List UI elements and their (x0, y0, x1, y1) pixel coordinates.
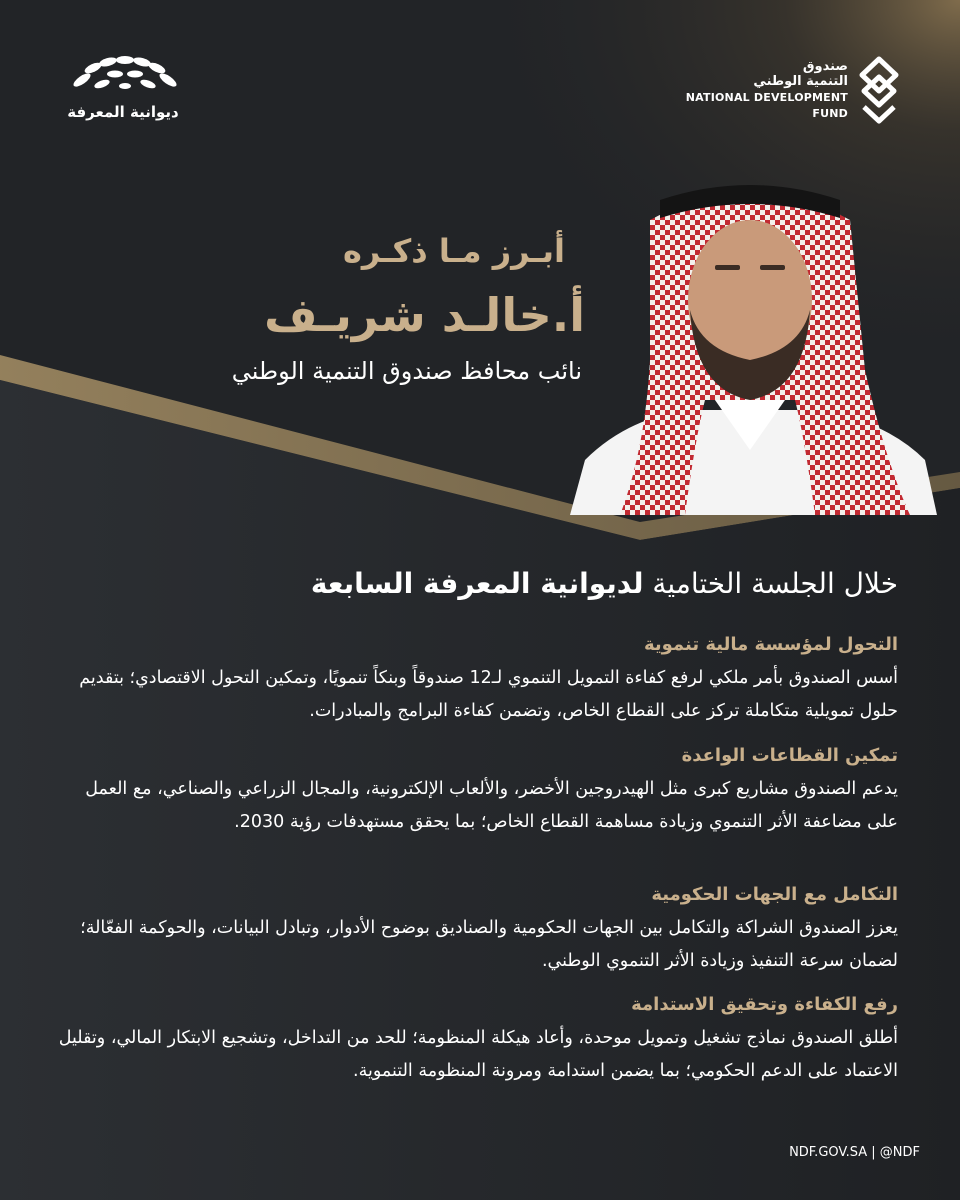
ndf-arabic-line1: صندوق (802, 59, 848, 74)
highlight-item (58, 882, 898, 978)
leaf-cluster-icon (60, 48, 190, 108)
speaker-name: أ.خالـد شريـف (264, 288, 585, 342)
ndf-logo (686, 50, 900, 130)
ndf-emblem-icon (858, 55, 900, 125)
highlight-body: أطلق الصندوق نماذج تشغيل وتمويل موحدة، وأعاد هيكلة المنظومة؛ للحد من التداخل، وتشجيع الابتكار المالي، وتقليل الاعتماد على الدعم الحكومي؛ بما يضمن استدامة ومرونة المنظومة التنموية. (58, 1028, 898, 1081)
highlight-item (58, 992, 898, 1088)
highlight-title: رفع الكفاءة وتحقيق الاستدامة (631, 994, 898, 1015)
highlight-body: يدعم الصندوق مشاريع كبرى مثل الهيدروجين الأخضر، والألعاب الإلكترونية، والمجال الزراعي والصناعي، مع العمل على مضاعفة الأثر التنموي وزيادة مساهمة القطاع الخاص؛ بما يحقق مستهدفات رؤية 2030. (85, 779, 898, 832)
ndf-english-line1: NATIONAL DEVELOPMENT (685, 91, 848, 104)
highlight-item (58, 743, 898, 839)
highlight-body: يعزز الصندوق الشراكة والتكامل بين الجهات الحكومية والصناديق بوضوح الأدوار، وتبادل البيانات، والحوكمة الفعّالة؛ لضمان سرعة التنفيذ وزيادة الأثر التنموي الوطني. (80, 918, 898, 971)
ndf-arabic-line2: التنمية الوطني (753, 74, 848, 89)
section-header-regular: خلال الجلسة الختامية (643, 567, 898, 600)
highlight-item (58, 632, 898, 728)
hero-kicker: أبـرز مـا ذكـره (342, 232, 565, 270)
section-header-bold: لديوانية المعرفة السابعة (310, 567, 644, 600)
highlight-title: التحول لمؤسسة مالية تنموية (643, 634, 898, 655)
highlight-title: تمكين القطاعات الواعدة (681, 745, 898, 766)
speaker-portrait (565, 160, 940, 515)
highlight-body: أسس الصندوق بأمر ملكي لرفع كفاءة التمويل التنموي لـ12 صندوقاً وبنكاً تنمويًا، وتمكين التحول الاقتصادي؛ بتقديم حلول تمويلية متكاملة تركز على القطاع الخاص، وتضمن كفاءة البرامج والمبادرات. (79, 668, 898, 721)
highlight-title: التكامل مع الجهات الحكومية (651, 884, 898, 905)
ndf-english-line2: FUND (812, 107, 848, 120)
diwaniya-logo-label: ديوانية المعرفة (67, 103, 179, 121)
speaker-title: نائب محافظ صندوق التنمية الوطني (231, 357, 582, 385)
footer-handles[interactable]: NDF.GOV.SA | @NDF (789, 1145, 920, 1160)
section-header (311, 567, 898, 600)
